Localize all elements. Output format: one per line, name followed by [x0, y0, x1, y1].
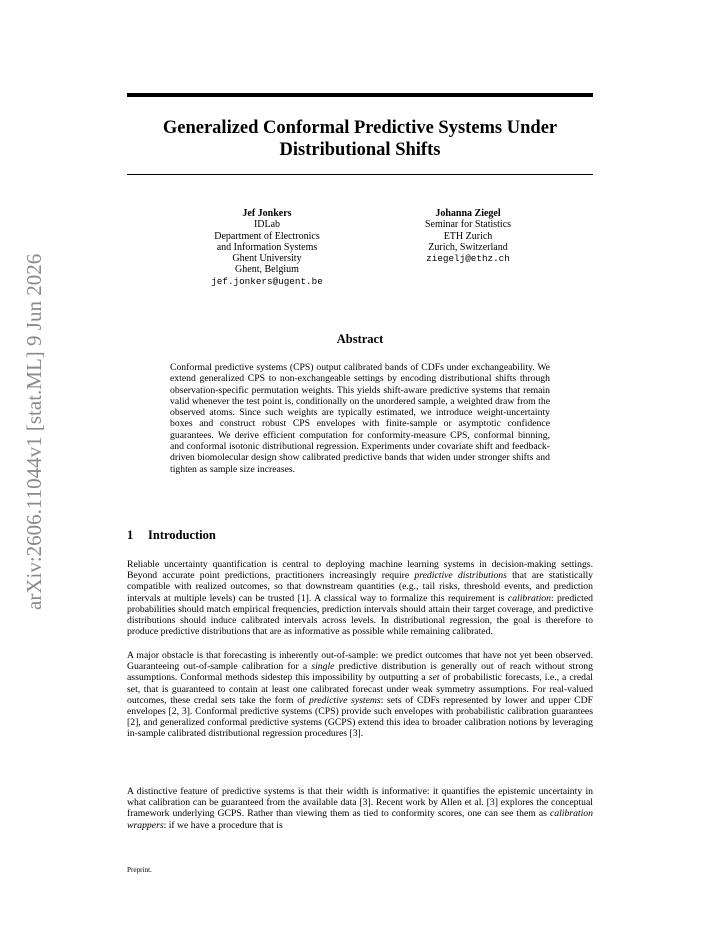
body-paragraph-3 — [127, 786, 593, 831]
text-run: predictive distribution is generally out of reach without strong assumptions. Conformal methods sidestep this impossibility by outputting a — [127, 661, 593, 684]
body-paragraph-2 — [127, 650, 593, 740]
section-title: Introduction — [148, 528, 216, 542]
author-email: jef.jonkers@ugent.be — [211, 275, 323, 287]
title-bottom-rule — [127, 174, 593, 175]
arxiv-identifier: arXiv:2606.11044v1 [stat.ML] 9 Jun 2026 — [22, 253, 46, 610]
author-block-1 — [177, 208, 357, 287]
paper-title — [127, 117, 593, 161]
author-affiliation-line: and Information Systems — [216, 241, 318, 253]
section-number: 1 — [127, 528, 134, 542]
author-affiliation-line: ETH Zurich — [443, 230, 493, 242]
emphasis-text: single — [311, 661, 335, 673]
body-paragraph-1 — [127, 559, 593, 637]
title-top-rule — [127, 93, 593, 97]
footer-preprint-label: Preprint. — [127, 866, 152, 874]
abstract-heading: Abstract — [336, 332, 384, 346]
author-affiliation-line: IDLab — [253, 219, 281, 231]
text-run: of probabilistic forecasts, i.e., a credal set, that is guaranteed to contain at least one calibrated forecast under weak symmetry assumptions. For real-valued outcomes, these credal sets take the form of — [127, 672, 593, 706]
text-run: Reliable uncertainty quantification is central to deploying machine learning systems in decision-making settings. Beyond accurate point predictions, practitioners increasingly require — [127, 559, 593, 582]
text-run: that are statistically compatible with realized outcomes, so that downstream quantities (e.g., tail risks, threshold events, and prediction intervals at multiple levels) can be trusted [1]. A classical way to formalize this requirement is — [127, 570, 593, 604]
emphasis-text: predictive systems — [309, 694, 381, 706]
text-run: A major obstacle is that forecasting is inherently out-of-sample: we predict outcomes that have not yet been observed. Guaranteeing out-of-sample calibration for a — [127, 650, 593, 673]
emphasis-text: calibration wrappers — [127, 808, 593, 831]
emphasis-text: predictive distributions — [414, 570, 507, 582]
author-affiliation-line: Zurich, Switzerland — [428, 241, 508, 253]
title-line-2: Distributional Shifts — [279, 140, 441, 160]
author-block-2 — [378, 208, 558, 264]
abstract-text: Conformal predictive systems (CPS) output calibrated bands of CDFs under exchangeability. We extend generalized CPS to non-exchangeable settings by encoding distributional shifts through observation-specific permutation weights. This yields shift-aware predictive systems that remain valid whenever the test point is, conditionally on the unordered sample, a weighted draw from the observed atoms. Since such weights are typically estimated, we introduce weight-uncertainty boxes and construct robust CPS envelopes with finite-sample or asymptotic confidence guarantees. We derive efficient computation for conformity-measure CPS, conformal binning, and conformal isotonic distributional regression. Experiments under covariate shift and feedback-driven biomolecular design show calibrated predictive bands that widen under stronger shifts and tighten as sample size increases. — [170, 362, 550, 475]
emphasis-text: calibration — [507, 592, 551, 604]
author-affiliation-line: Department of Electronics — [214, 230, 320, 242]
author-name: Johanna Ziegel — [435, 208, 501, 219]
text-run: : if we have a procedure that is — [163, 819, 283, 831]
author-name: Jef Jonkers — [242, 208, 292, 219]
author-affiliation-line: Seminar for Statistics — [424, 219, 512, 231]
text-run: A distinctive feature of predictive systems is that their width is informative: it quantifies the epistemic uncertainty in what calibration can be guaranteed from the available data [3]. Recent work by Allen et al. [3] explores the conceptual framework underlying GCPS. Rather than viewing them as tied to conformity scores, one can see them as — [127, 786, 593, 820]
author-email: ziegelj@ethz.ch — [426, 253, 510, 265]
emphasis-text: set — [428, 672, 440, 684]
text-run: : predicted probabilities should match empirical frequencies, prediction intervals should attain their target coverage, and predictive distributions should induce calibrated intervals across levels. In distributional regression, the goal is therefore to produce predictive distributions that are as informative as possible while remaining calibrated. — [127, 592, 593, 638]
section-heading — [127, 528, 216, 543]
text-run: : sets of CDFs represented by lower and upper CDF envelopes [2, 3]. Conformal predictive systems (CPS) provide such envelopes with probabilistic calibration guarantees [2], and generalized conformal predictive systems (GCPS) extend this idea to broader calibration notions by leveraging in-sample calibrated distributional regression procedures [3]. — [127, 694, 593, 740]
title-line-1: Generalized Conformal Predictive Systems Under — [162, 118, 558, 138]
author-affiliation-line: Ghent, Belgium — [235, 264, 299, 276]
author-affiliation-line: Ghent University — [232, 253, 302, 265]
